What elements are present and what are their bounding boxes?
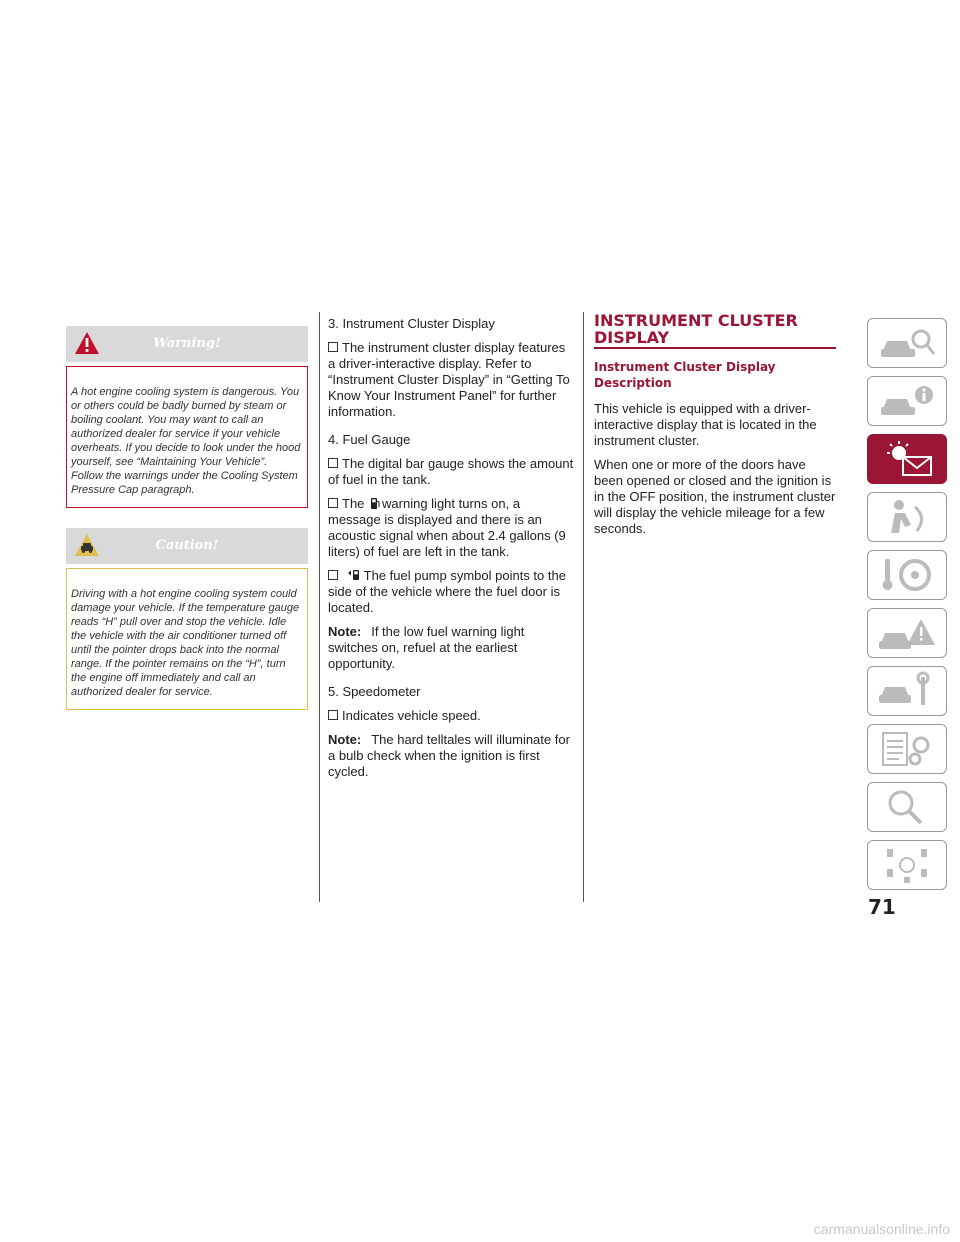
- bullet-text: warning light turns on, a message is displayed and there is an acoustic signal when about 2.4 gallons (9 liters) of fuel are left in the tank.: [328, 496, 566, 559]
- note-2: [328, 732, 576, 780]
- item-3-title: 3. Instrument Cluster Display: [328, 316, 495, 331]
- tab-warning-lights[interactable]: [867, 434, 947, 484]
- bullet-icon: [328, 570, 338, 580]
- item-3-bullet: [328, 340, 576, 420]
- seat-airbag-icon: [877, 497, 937, 537]
- bullet-text: The: [342, 496, 365, 511]
- page-number: 71: [868, 895, 896, 919]
- tab-specifications[interactable]: [867, 724, 947, 774]
- bullet-icon: [328, 498, 338, 508]
- middle-column: [328, 312, 576, 788]
- tab-starting-driving[interactable]: [867, 550, 947, 600]
- chapter-tabs: [867, 318, 947, 898]
- note-label: Note:: [328, 732, 362, 747]
- key-steering-wheel-icon: [877, 555, 937, 595]
- caution-text: Driving with a hot engine cooling system could damage your vehicle. If the temperature gauge reads “H” pull over and stop the vehicle. Idle the vehicle with the air conditioner turned off until the pointer drops back into the normal range. If the pointer remains on the “H”, turn the engine off immediately and call an authorized dealer for service.: [66, 568, 308, 710]
- item-5-title: 5. Speedometer: [328, 684, 421, 699]
- bullet-icon: [328, 710, 338, 720]
- tab-index[interactable]: [867, 840, 947, 890]
- warning-text: A hot engine cooling system is dangerous. You or others could be badly burned by steam or boiling coolant. You may want to call an authorized dealer for service if your vehicle overheats. If you decide to look under the hood yourself, see “Maintaining Your Vehicle”. Follow the warnings under the Cooling System Pressure Cap paragraph.: [66, 366, 308, 508]
- magnifier-icon: [877, 787, 937, 827]
- bullet-text: Indicates vehicle speed.: [342, 708, 481, 723]
- bullet-icon: [328, 458, 338, 468]
- tab-emergency[interactable]: [867, 608, 947, 658]
- note-1: [328, 624, 576, 672]
- warning-light-message-icon: [877, 439, 937, 479]
- list-gears-icon: [877, 729, 937, 769]
- note-label: Note:: [328, 624, 362, 639]
- bullet-text: The instrument cluster display features a driver-interactive display. Refer to “Instrument Cluster Display” in “Getting To Know Your Instrument Panel” for further information.: [328, 340, 570, 419]
- caution-car-icon: [74, 532, 100, 558]
- column-divider-1: [319, 312, 320, 902]
- tab-car-search[interactable]: [867, 318, 947, 368]
- warning-title: Warning!: [153, 336, 221, 351]
- item-4-bullet-2: [328, 496, 576, 560]
- warning-triangle-icon: [74, 330, 100, 356]
- bullet-icon: [328, 342, 338, 352]
- caution-title: Caution!: [155, 538, 219, 553]
- car-crash-warning-icon: [877, 613, 937, 653]
- item-5-bullet: [328, 708, 576, 724]
- tab-safety[interactable]: [867, 492, 947, 542]
- paragraph-2: When one or more of the doors have been opened or closed and the ignition is in the OFF position, the instrument cluster will display the vehicle mileage for a few seconds.: [594, 457, 836, 536]
- bullet-text: The digital bar gauge shows the amount of fuel in the tank.: [328, 456, 574, 487]
- car-info-icon: [877, 381, 937, 421]
- caution-header: [66, 528, 308, 564]
- item-4-title: 4. Fuel Gauge: [328, 432, 411, 447]
- item-4-bullet-1: [328, 456, 576, 488]
- section-subheading: Instrument Cluster Display Description: [594, 360, 776, 390]
- note-text: The hard telltales will illuminate for a bulb check when the ignition is first cycled.: [328, 732, 570, 779]
- watermark: carmanualsonline.info: [813, 1221, 950, 1237]
- item-4-bullet-3: [328, 568, 576, 616]
- car-service-wrench-icon: [877, 671, 937, 711]
- section-heading: INSTRUMENT CLUSTER DISPLAY: [594, 312, 836, 349]
- right-column: [594, 312, 836, 545]
- alphabet-index-icon: [877, 845, 937, 885]
- fuel-warning-light-icon: [370, 497, 380, 510]
- bullet-text: The fuel pump symbol points to the side of the vehicle where the fuel door is located.: [328, 568, 566, 615]
- fuel-pump-arrow-icon: [348, 569, 362, 582]
- tab-search[interactable]: [867, 782, 947, 832]
- warning-header: [66, 326, 308, 362]
- column-divider-2: [583, 312, 584, 902]
- car-search-icon: [877, 323, 937, 363]
- paragraph-1: This vehicle is equipped with a driver-interactive display that is located in the instrument cluster.: [594, 401, 817, 448]
- tab-car-info[interactable]: [867, 376, 947, 426]
- left-column: [66, 326, 308, 710]
- note-text: If the low fuel warning light switches on, refuel at the earliest opportunity.: [328, 624, 525, 671]
- tab-servicing[interactable]: [867, 666, 947, 716]
